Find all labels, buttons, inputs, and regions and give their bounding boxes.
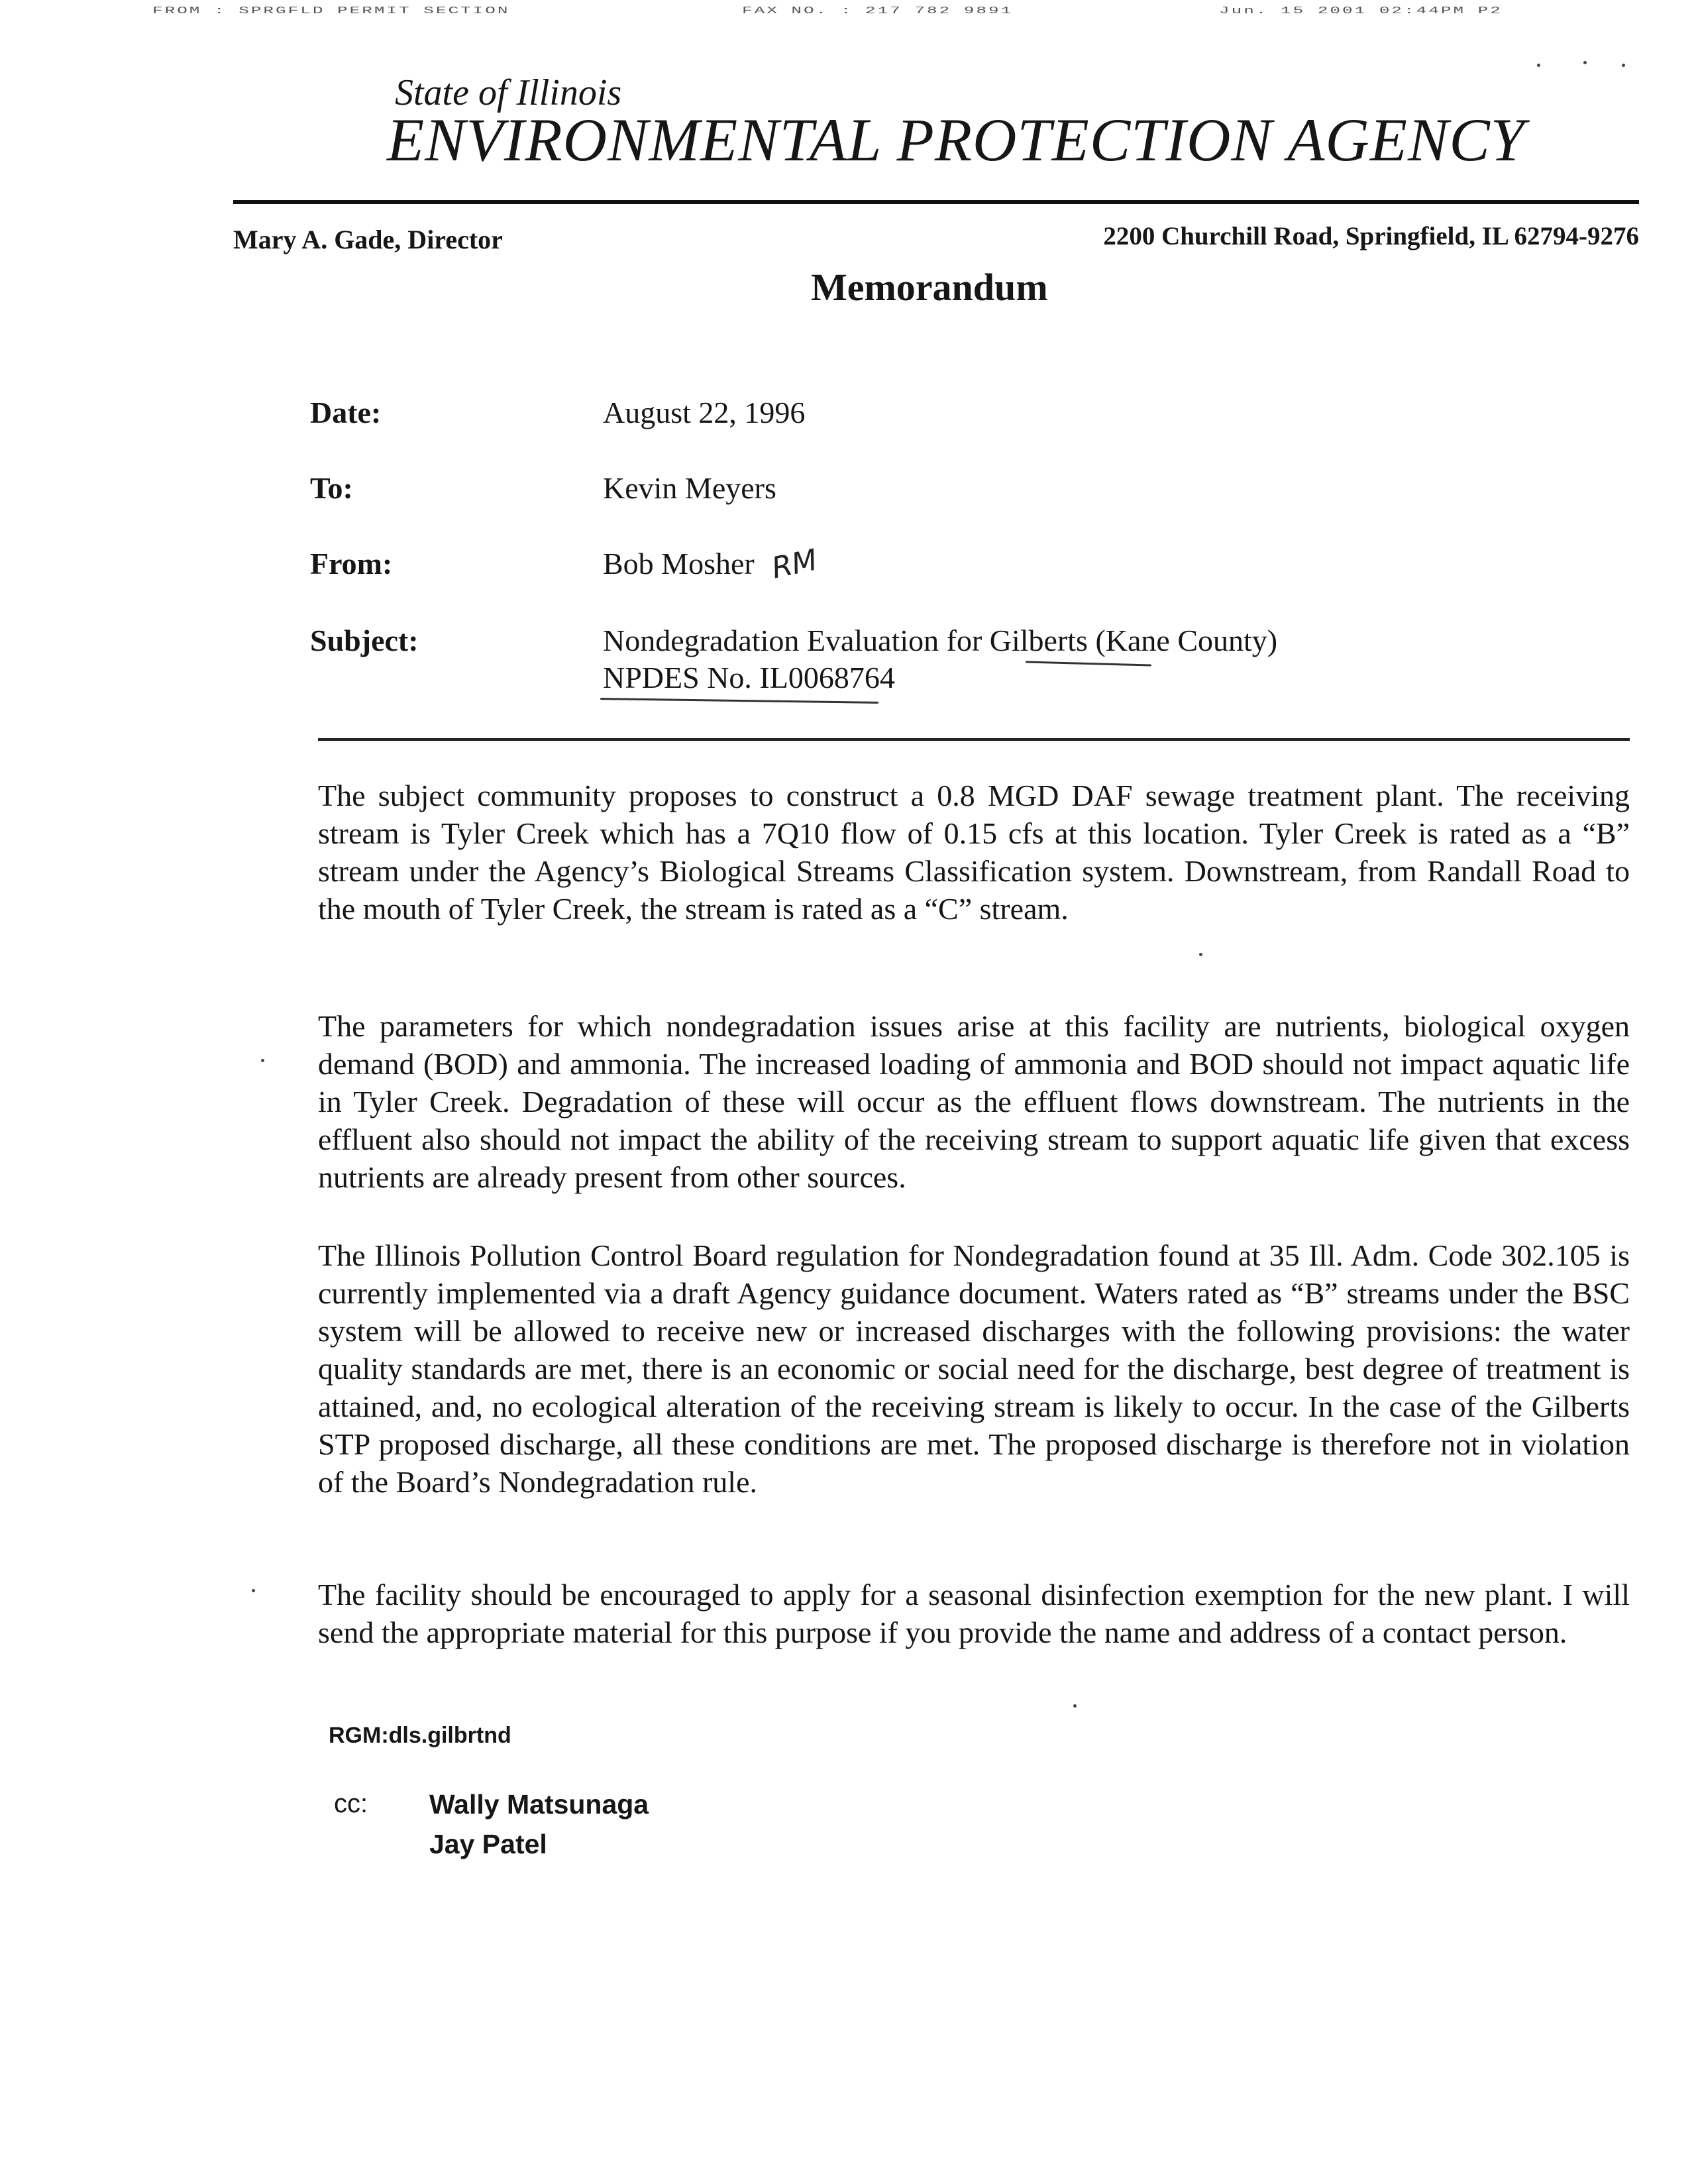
date-label: Date: [310, 396, 382, 429]
scan-speck [1073, 1704, 1077, 1708]
letterhead-address: 2200 Churchill Road, Springfield, IL 62794-9276 [1103, 222, 1639, 250]
scan-speck [1583, 61, 1587, 64]
letterhead-state: State of Illinois [395, 72, 622, 113]
to-label: To: [310, 471, 353, 505]
from-name: Bob Mosher [603, 547, 755, 580]
body-paragraph-2: The parameters for which nondegradation issues arise at this facility are nutrients, biological oxygen demand (BOD) and ammonia. The increased loading of ammonia and BOD should not impact aquatic life in Tyler Creek. Degradation of these will occur as the effluent flows downstream. The nutrients in the effluent also should not impact the ability of the receiving stream to support aquatic life given that excess nutrients are already present from other sources. [318, 1009, 1630, 1194]
scan-speck [252, 1589, 255, 1592]
cc-recipient-2: Jay Patel [429, 1829, 547, 1859]
from-label: From: [310, 547, 393, 580]
subject-line-2: NPDES No. IL0068764 [603, 661, 895, 694]
date-value: August 22, 1996 [603, 396, 806, 429]
to-value: Kevin Meyers [603, 471, 776, 505]
reference-initials: RGM:dls.gilbrtnd [329, 1723, 511, 1748]
handwritten-initials: RM [768, 543, 820, 586]
memo-title: Memorandum [811, 266, 1048, 309]
subject-line-1: Nondegradation Evaluation for Gilberts (Kane County) [603, 624, 1278, 657]
fax-header-number: FAX NO. : 217 782 9891 [742, 5, 1014, 17]
scan-speck [1622, 64, 1625, 67]
fax-header-timestamp: Jun. 15 2001 02:44PM P2 [1219, 5, 1503, 17]
fax-header-sender: FROM : SPRGFLD PERMIT SECTION [152, 5, 510, 17]
letterhead-rule [233, 200, 1639, 204]
scan-speck [1199, 953, 1202, 956]
body-paragraph-1: The subject community proposes to construct a 0.8 MGD DAF sewage treatment plant. The receiving stream is Tyler Creek which has a 7Q10 flow of 0.15 cfs at this location. Tyler Creek is rated as a “B” stream under the Agency’s Biological Streams Classification system. Downstream, from Randall Road to the mouth of Tyler Creek, the stream is rated as a “C” stream. [318, 779, 1630, 926]
handwritten-underline-npdes [600, 698, 878, 704]
scan-speck [261, 1059, 264, 1062]
letterhead-agency: ENVIRONMENTAL PROTECTION AGENCY [387, 106, 1525, 174]
body-paragraph-4: The facility should be encouraged to apply for a seasonal disinfection exemption for the new plant. I will send the appropriate material for this purpose if you provide the name and address of a contact person. [318, 1578, 1630, 1649]
body-paragraph-3: The Illinois Pollution Control Board regulation for Nondegradation found at 35 Ill. Adm. Code 302.105 is currently implemented via a draft Agency guidance document. Waters rated as “B” streams under the BSC system will be allowed to receive new or increased discharges with the following provisions: the water quality standards are met, there is an economic or social need for the discharge, best degree of treatment is attained, and, no ecological alteration of the receiving stream is likely to occur. In the case of the Gilberts STP proposed discharge, all these conditions are met. The proposed discharge is therefore not in violation of the Board’s Nondegradation rule. [318, 1238, 1630, 1499]
handwritten-underline-gilberts [1026, 661, 1151, 667]
cc-label: cc: [334, 1789, 368, 1818]
letterhead-director: Mary A. Gade, Director [233, 225, 503, 254]
subject-label: Subject: [310, 624, 419, 657]
cc-recipient-1: Wally Matsunaga [429, 1789, 649, 1820]
scan-speck [1537, 64, 1540, 67]
header-divider [318, 738, 1630, 741]
from-value [603, 543, 820, 586]
